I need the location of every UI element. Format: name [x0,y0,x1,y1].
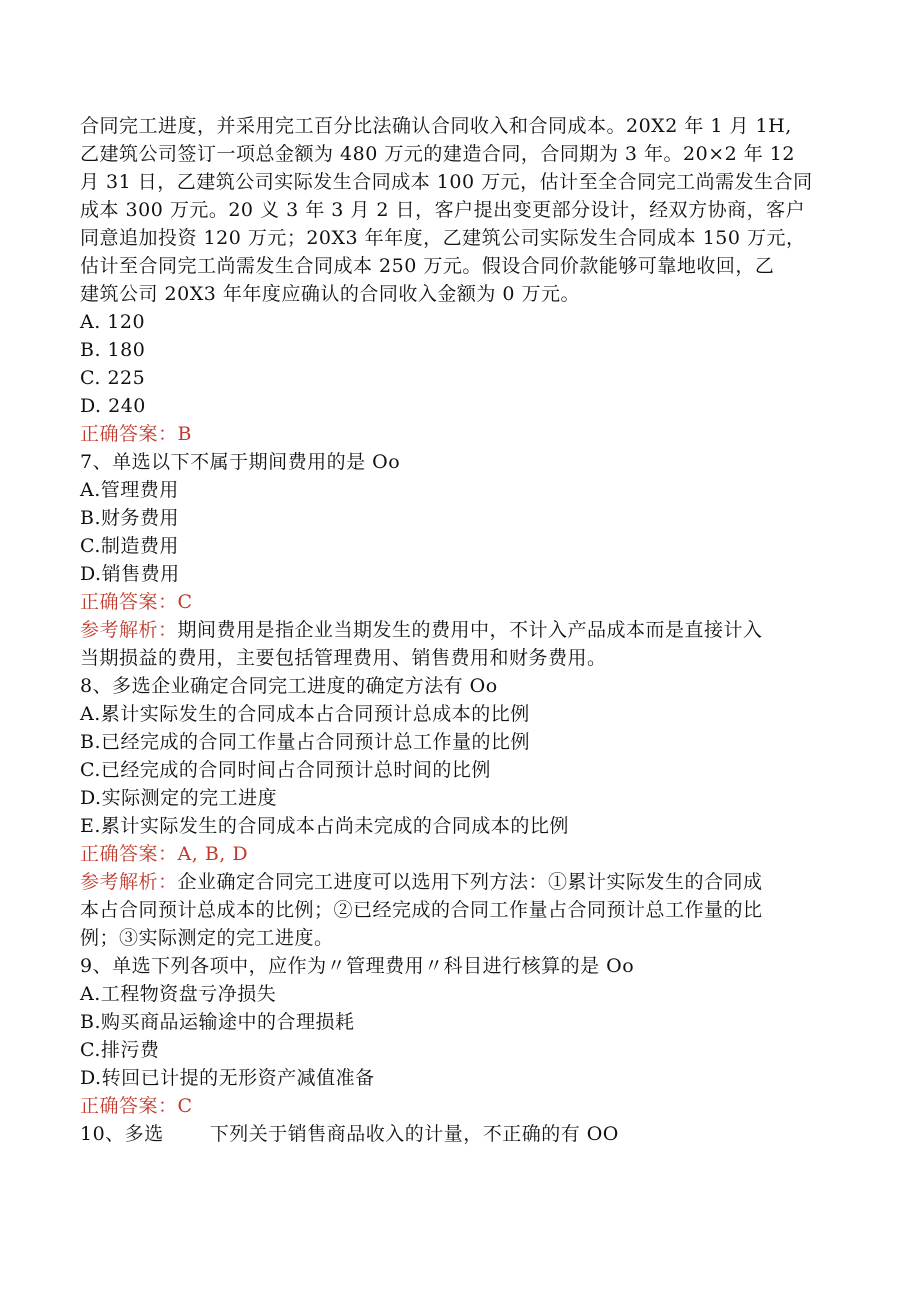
answer-value: B [177,423,192,445]
intro-paragraph [80,112,840,308]
option-a: A.管理费用 [80,479,179,501]
analysis-text: 企业确定合同完工进度可以选用下列方法：①累计实际发生的合同成 [177,871,763,893]
analysis-text: 期间费用是指企业当期发生的费用中，不计入产品成本而是直接计入 [177,619,763,641]
answer-line [80,420,840,448]
paragraph-line: 乙建筑公司签订一项总金额为 480 万元的建造合同，合同期为 3 年。20×2 年 12 [80,143,795,165]
question-8 [80,672,840,952]
analysis-label: 参考解析： [80,619,178,641]
answer-label: 正确答案： [80,423,178,445]
option-c: C.制造费用 [80,535,179,557]
question-stem: 8、多选企业确定合同完工进度的确定方法有 Oo [80,675,498,697]
option-b: B.购买商品运输途中的合理损耗 [80,1011,355,1033]
answer-value: C [177,1095,193,1117]
question-number: 10、多选 [80,1123,164,1145]
question-7 [80,448,840,672]
question-6-options [80,308,840,448]
answer-value: C [177,591,193,613]
answer-label: 正确答案： [80,591,178,613]
question-stem [80,1120,840,1148]
paragraph-line: 月 31 日，乙建筑公司实际发生合同成本 100 万元，估计至全合同完工尚需发生合同 [80,171,813,193]
option-d: D.转回已计提的无形资产减值准备 [80,1067,375,1089]
paragraph-line: 合同完工进度，并采用完工百分比法确认合同收入和合同成本。20X2 年 1 月 1H, [80,115,792,137]
option-a: A.工程物资盘亏净损失 [80,983,277,1005]
option-a: A. 120 [80,311,146,333]
option-c: C.排污费 [80,1039,160,1061]
question-text: 下列关于销售商品收入的计量，不正确的有 OO [209,1123,619,1145]
paragraph-line: 成本 300 万元。20 义 3 年 3 月 2 日，客户提出变更部分设计，经双方协商，客户 [80,199,806,221]
option-d: D.实际测定的完工进度 [80,787,278,809]
answer-value: A, B, D [177,843,249,865]
option-b: B.财务费用 [80,507,180,529]
paragraph-line: 建筑公司 20X3 年年度应确认的合同收入金额为 0 万元。 [80,283,581,305]
paragraph-line: 同意追加投资 120 万元；20X3 年年度，乙建筑公司实际发生合同成本 150 万元， [80,227,806,249]
paragraph-line: 估计至合同完工尚需发生合同成本 250 万元。假设合同价款能够可靠地收回，乙 [80,255,775,277]
analysis-line [80,868,840,896]
analysis-line: 当期损益的费用，主要包括管理费用、销售费用和财务费用。 [80,647,607,669]
question-stem: 7、单选以下不属于期间费用的是 Oo [80,451,401,473]
option-d: D.销售费用 [80,563,180,585]
option-b: B. 180 [80,339,146,361]
answer-line [80,588,840,616]
answer-line [80,840,840,868]
analysis-line: 例；③实际测定的完工进度。 [80,927,334,949]
option-a: A.累计实际发生的合同成本占合同预计总成本的比例 [80,703,530,725]
answer-line [80,1092,840,1120]
answer-label: 正确答案： [80,843,178,865]
analysis-line: 本占合同预计总成本的比例；②已经完成的合同工作量占合同预计总工作量的比 [80,899,763,921]
option-c: C.已经完成的合同时间占合同预计总时间的比例 [80,759,491,781]
question-stem: 9、单选下列各项中，应作为〃管理费用〃科目进行核算的是 Oo [80,955,635,977]
option-d: D. 240 [80,395,146,417]
question-10 [80,1120,840,1148]
question-9 [80,952,840,1120]
option-b: B.已经完成的合同工作量占合同预计总工作量的比例 [80,731,531,753]
analysis-label: 参考解析： [80,871,178,893]
option-e: E.累计实际发生的合同成本占尚未完成的合同成本的比例 [80,815,569,837]
option-c: C. 225 [80,367,146,389]
analysis-line [80,616,840,644]
answer-label: 正确答案： [80,1095,178,1117]
